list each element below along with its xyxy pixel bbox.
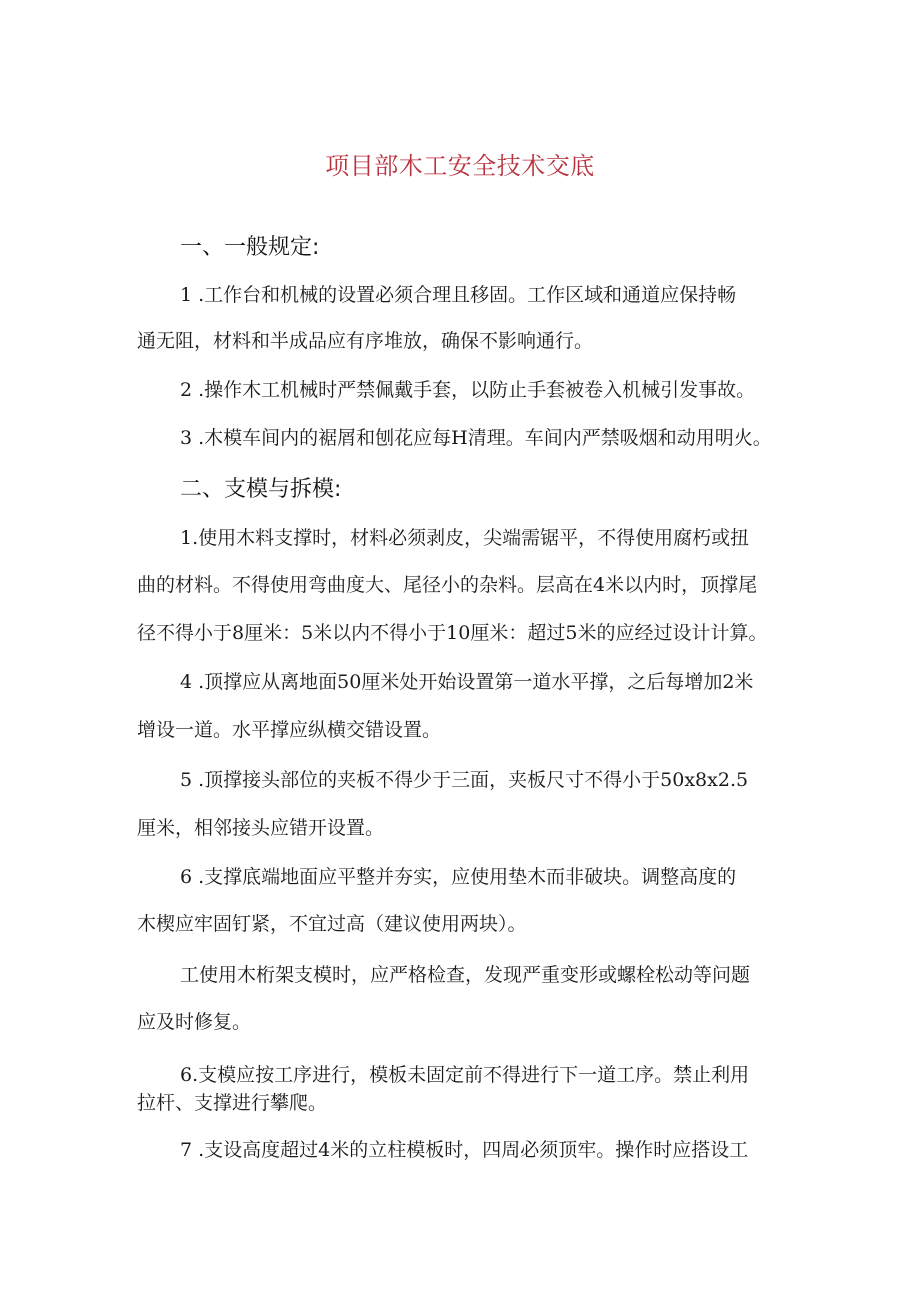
section-heading-formwork: 二、支模与拆模: (180, 477, 342, 502)
paragraph-line: 工使用木桁架支模时，应严格检查，发现严重变形或螺栓松动等问题 (180, 964, 751, 986)
paragraph-line: 应及时修复。 (137, 1011, 252, 1033)
paragraph-line: 7 .支设高度超过4米的立柱模板时，四周必须顶牢。操作时应搭设工 (180, 1139, 749, 1161)
paragraph-line: 2 .操作木工机械时严禁佩戴手套，以防止手套被卷入机械引发事故。 (180, 379, 756, 401)
paragraph-line: 拉杆、支撑进行攀爬。 (137, 1092, 328, 1114)
paragraph-line: 6.支模应按工序进行，模板未固定前不得进行下一道工序。禁止利用 (180, 1064, 750, 1086)
paragraph-line: 6 .支撑底端地面应平整并夯实，应使用垫木而非破块。调整高度的 (180, 866, 737, 888)
document-title: 项目部木工安全技术交底 (325, 152, 595, 180)
paragraph-line: 曲的材料。不得使用弯曲度大、尾径小的杂料。层高在4米以内时，顶撑尾 (137, 574, 758, 596)
paragraph-line: 4 .顶撑应从离地面50厘米处开始设置第一道水平撑，之后每增加2米 (180, 671, 754, 693)
paragraph-line: 通无阻，材料和半成品应有序堆放，确保不影响通行。 (137, 330, 594, 352)
paragraph-line: 增设一道。水平撑应纵横交错设置。 (137, 719, 442, 741)
section-heading-general: 一、一般规定: (180, 235, 320, 260)
paragraph-line: 3 .木模车间内的裾屑和刨花应每H清理。车间内严禁吸烟和动用明火。 (180, 427, 772, 449)
paragraph-line: 5 .顶撑接头部位的夹板不得少于三面，夹板尺寸不得小于50x8x2.5 (180, 769, 749, 791)
paragraph-line: 1.使用木料支撑时，材料必须剥皮，尖端需锯平，不得使用腐朽或扭 (180, 527, 750, 549)
paragraph-line: 木楔应牢固钉紧，不宜过高（建议使用两块）。 (137, 913, 527, 935)
paragraph-line: 厘米，相邻接头应错开设置。 (137, 817, 385, 839)
paragraph-line: 1 .工作台和机械的设置必须合理且移固。工作区域和通道应保持畅 (180, 284, 737, 306)
paragraph-line: 径不得小于8厘米：5米以内不得小于10厘米：超过5米的应经过设计计算。 (137, 622, 768, 644)
